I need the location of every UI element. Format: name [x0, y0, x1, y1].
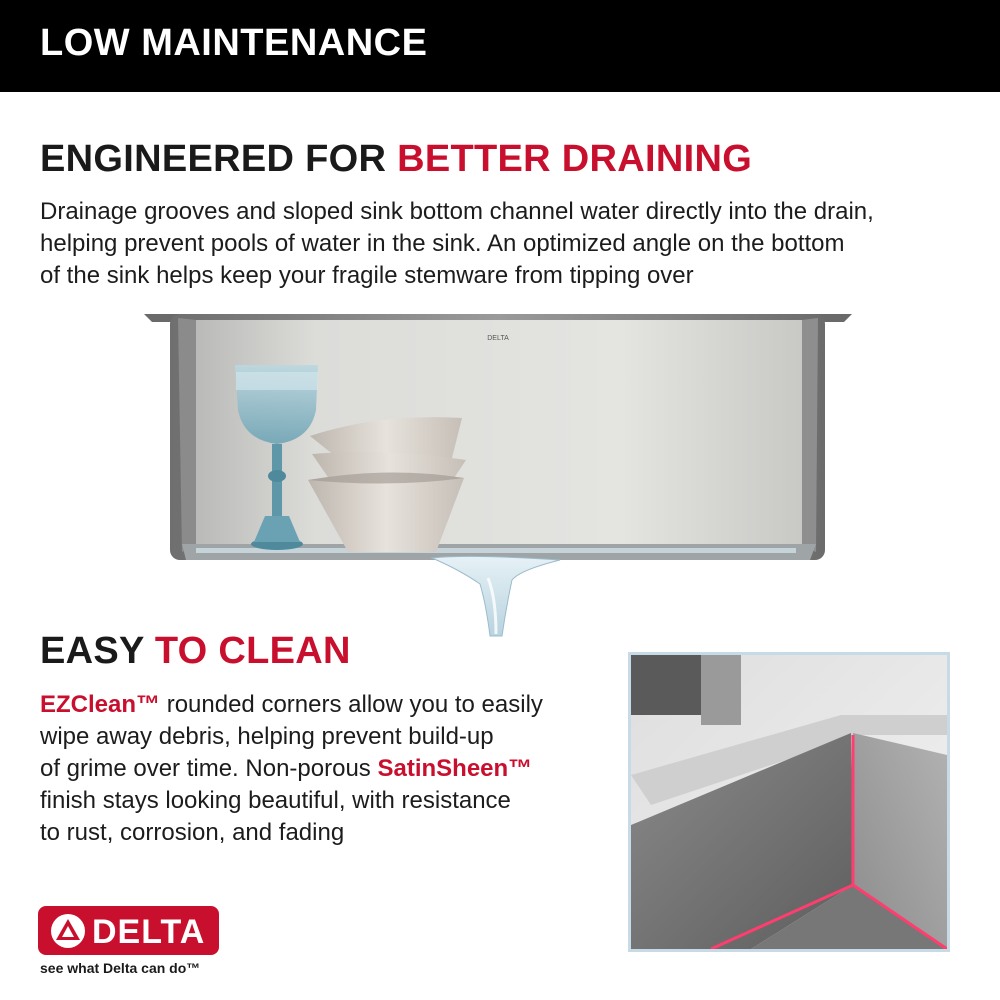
- section1-description: [40, 196, 874, 292]
- delta-tagline: see what Delta can do™: [40, 960, 201, 976]
- section1-line: helping prevent pools of water in the sink. An optimized angle on the bottom: [40, 230, 845, 257]
- section2-line: wipe away debris, helping prevent build-up: [40, 723, 494, 750]
- section2-heading-accent: TO CLEAN: [154, 630, 351, 672]
- section2-line1-text: rounded corners allow you to easily: [160, 691, 543, 718]
- section1-line: of the sink helps keep your fragile stemware from tipping over: [40, 262, 694, 289]
- delta-logo: [38, 906, 219, 955]
- ezclean-brand: EZClean™: [40, 691, 161, 718]
- section1-heading-accent: BETTER DRAINING: [397, 138, 753, 180]
- sink-illustration: [140, 308, 855, 638]
- section2-line: [40, 689, 543, 721]
- satinsheen-brand: SatinSheen™: [377, 755, 533, 782]
- water-stream-illustration: [432, 556, 560, 636]
- section1-line: Drainage grooves and sloped sink bottom channel water directly into the drain,: [40, 198, 874, 225]
- section2-line3-text: of grime over time. Non-porous: [40, 755, 378, 782]
- banner-title: LOW MAINTENANCE: [40, 22, 428, 64]
- delta-triangle-icon: [46, 909, 90, 953]
- sink-corner-image: [631, 655, 947, 949]
- sink-corner-photo: [628, 652, 950, 952]
- section2-heading: [40, 630, 351, 673]
- section2-line: to rust, corrosion, and fading: [40, 819, 345, 846]
- sink-brand-mark: DELTA: [487, 335, 509, 342]
- section2-line: [40, 753, 543, 785]
- delta-wordmark: DELTA: [92, 913, 206, 951]
- header-banner: [0, 0, 1000, 92]
- section1-heading-main: ENGINEERED FOR: [40, 138, 387, 180]
- section2-description: [40, 689, 543, 849]
- section1-heading: [40, 138, 752, 181]
- section2-heading-main: EASY: [40, 630, 144, 672]
- section2-line: finish stays looking beautiful, with resistance: [40, 787, 511, 814]
